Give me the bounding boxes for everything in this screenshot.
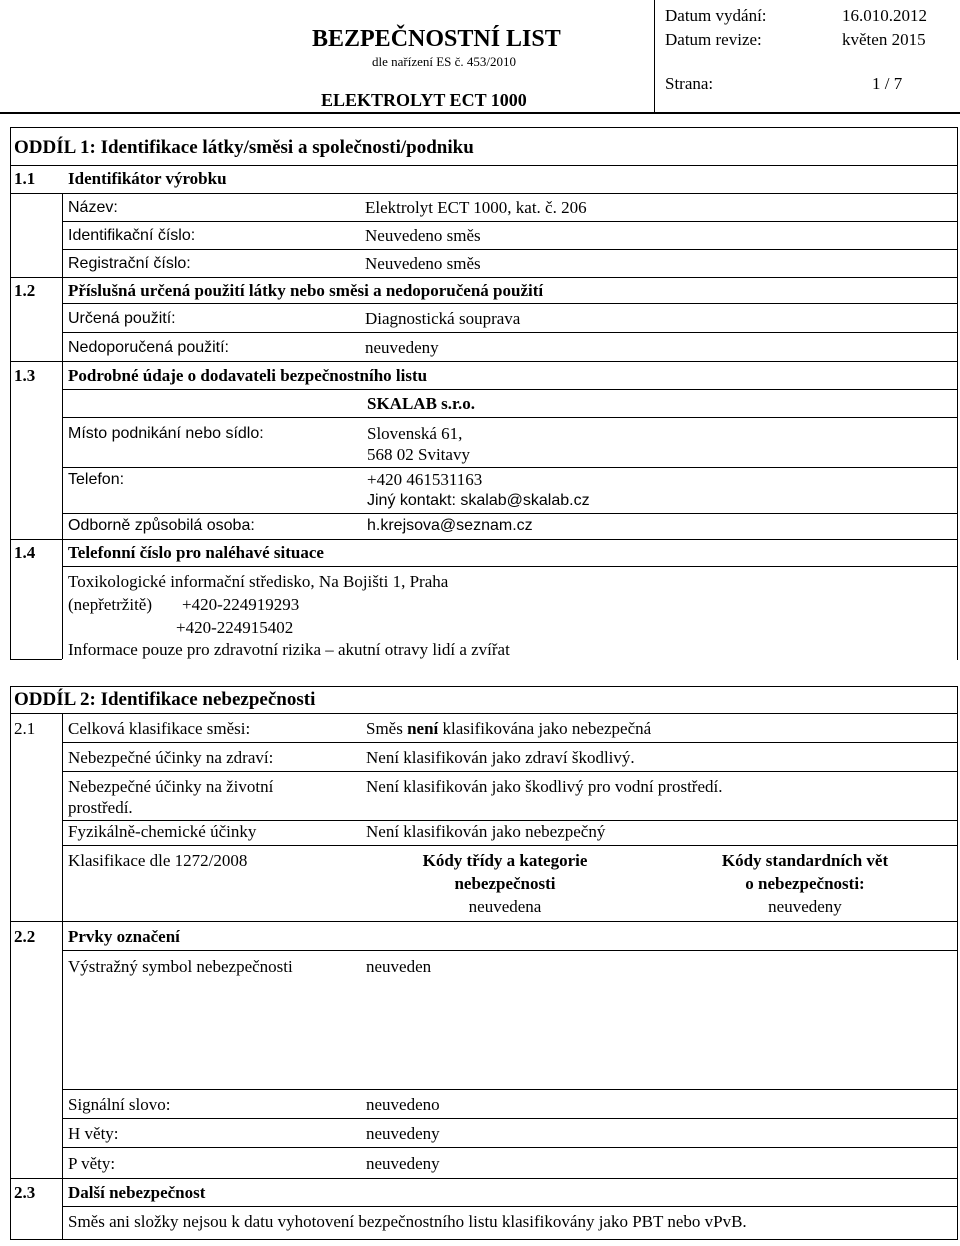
subsection-1-1-title: Identifikátor výrobku: [68, 169, 227, 188]
responsible-person-label: Odborně způsobilá osoba:: [68, 517, 255, 534]
rule-id: [62, 249, 958, 250]
rule-health: [62, 771, 958, 772]
unrecommended-use-label: Nedoporučená použití:: [68, 339, 229, 356]
toxicology-center: Toxikologické informační středisko, Na Bojišti 1, Praha: [68, 572, 449, 591]
rule-2-3: [62, 1206, 958, 1207]
subsection-1-4-title: Telefonní číslo pro naléhavé situace: [68, 543, 324, 562]
subsection-2-1-title: Celková klasifikace směsi:: [68, 719, 251, 738]
rule-classification: [10, 921, 958, 922]
physchem-effects-value: Není klasifikován jako nebezpečný: [366, 822, 606, 841]
subsection-2-1-number: 2.1: [14, 719, 36, 738]
rule-p: [10, 1178, 958, 1179]
p-statements-label: P věty:: [68, 1154, 116, 1173]
classification-text-emphasis: není: [407, 719, 439, 738]
rule-phone: [62, 513, 958, 514]
section-2-inner-left-border: [62, 714, 63, 1240]
subsection-1-1-number: 1.1: [14, 169, 36, 188]
rule-reg: [10, 277, 958, 278]
other-hazards-text: Směs ani složky nejsou k datu vyhotovení bezpečnostního listu klasifikovány jako PBT nebo vPvB.: [68, 1212, 747, 1231]
nonstop-label: (nepřetržitě): [68, 595, 152, 614]
product-name-value: Elektrolyt ECT 1000, kat. č. 206: [365, 198, 587, 217]
unrecommended-use-value: neuvedeny: [365, 338, 439, 357]
rule-physchem: [62, 845, 958, 846]
classification-text-post: klasifikována jako nebezpečná: [438, 719, 652, 738]
classification-regulation-label: Klasifikace dle 1272/2008: [68, 851, 248, 870]
hazard-class-header-line-1: Kódy třídy a kategorie: [422, 851, 588, 870]
section-2-left-border: [10, 686, 11, 1240]
section-1-left-border: [10, 127, 11, 660]
identification-number-value: Neuvedeno směs: [365, 226, 481, 245]
subsection-1-2-number: 1.2: [14, 281, 36, 300]
section-2-title-rule: [10, 713, 958, 714]
environment-effects-label-line-1: Nebezpečné účinky na životní: [68, 777, 274, 796]
supplier-phone-label: Telefon:: [68, 471, 125, 488]
signal-word-label: Signální slovo:: [68, 1095, 171, 1114]
section-1-title-rule: [10, 165, 958, 166]
document-title: BEZPEČNOSTNÍ LIST: [312, 26, 561, 52]
page-number: 1 / 7: [872, 74, 903, 93]
emergency-phone-1[interactable]: +420-224919293: [182, 595, 300, 614]
responsible-person-email[interactable]: h.krejsova@seznam.cz: [367, 517, 533, 534]
hazard-class-header-line-2: nebezpečnosti: [454, 874, 556, 893]
subsection-2-2-title: Prvky označení: [68, 927, 180, 946]
rule-env: [62, 820, 958, 821]
emergency-info-note: Informace pouze pro zdravotní rizika – akutní otravy lidí a zvířat: [68, 640, 510, 659]
hazard-symbol-value: neuveden: [366, 957, 432, 976]
subsection-2-2-number: 2.2: [14, 927, 36, 946]
hazard-statement-header-line-1: Kódy standardních vět: [721, 851, 889, 870]
hazard-statement-header-line-2: o nebezpečnosti:: [745, 874, 865, 893]
rule-signal: [62, 1118, 958, 1119]
intended-use-label: Určená použití:: [68, 310, 176, 327]
supplier-address-line-2: 568 02 Svitavy: [367, 445, 470, 464]
registration-number-label: Registrační číslo:: [68, 255, 191, 272]
revision-date-value: květen 2015: [842, 30, 926, 49]
rule-1-3: [62, 389, 958, 390]
environment-effects-label-line-2: prostředí.: [68, 798, 133, 817]
rule-symbol: [62, 1089, 958, 1090]
health-effects-value: Není klasifikován jako zdraví škodlivý.: [366, 748, 635, 767]
rule-address: [62, 467, 958, 468]
rule-use: [62, 332, 958, 333]
document-regulation: dle nařízení ES č. 453/2010: [372, 54, 517, 69]
supplier-phone-value[interactable]: +420 461531163: [367, 470, 483, 489]
hazard-symbol-label: Výstražný symbol nebezpečnosti: [68, 957, 293, 976]
rule-1-1: [10, 193, 958, 194]
rule-name: [62, 221, 958, 222]
registration-number-value: Neuvedeno směs: [365, 254, 481, 273]
supplier-address-line-1: Slovenská 61,: [367, 424, 463, 443]
rule-h: [62, 1147, 958, 1148]
rule-nonuse: [10, 361, 958, 362]
hazard-statement-value: neuvedeny: [768, 897, 842, 916]
section-2-title: ODDÍL 2: Identifikace nebezpečnosti: [14, 689, 316, 710]
rule-1-2: [62, 303, 958, 304]
supplier-company: SKALAB s.r.o.: [367, 394, 476, 413]
section-1-bottom-border: [10, 659, 62, 660]
p-statements-value: neuvedeny: [366, 1154, 440, 1173]
classification-text-pre: Směs: [366, 719, 408, 738]
health-effects-label: Nebezpečné účinky na zdraví:: [68, 748, 274, 767]
issue-date-value: 16.010.2012: [842, 6, 927, 25]
subsection-2-3-number: 2.3: [14, 1183, 36, 1202]
physchem-effects-label: Fyzikálně-chemické účinky: [68, 822, 257, 841]
section-1-title: ODDÍL 1: Identifikace látky/směsi a společnosti/podniku: [14, 137, 474, 158]
issue-date-label: Datum vydání:: [665, 6, 767, 25]
section-2-right-border: [957, 686, 958, 1240]
supplier-other-contact[interactable]: Jiný kontakt: skalab@skalab.cz: [367, 492, 590, 509]
overall-classification: [366, 719, 651, 739]
h-statements-label: H věty:: [68, 1124, 119, 1143]
identification-number-label: Identifikační číslo:: [68, 227, 196, 244]
rule-person: [10, 539, 958, 540]
revision-date-label: Datum revize:: [665, 30, 762, 49]
section-2-top-border: [10, 686, 958, 687]
subsection-1-2-title: Příslušná určená použití látky nebo směsi a nedoporučená použití: [68, 281, 544, 300]
subsection-1-4-number: 1.4: [14, 543, 36, 562]
product-name-header: ELEKTROLYT ECT 1000: [321, 90, 527, 110]
hazard-class-value: neuvedena: [468, 897, 542, 916]
rule-1-4: [62, 566, 958, 567]
emergency-phone-2[interactable]: +420-224915402: [176, 618, 294, 637]
header-rule: [0, 112, 960, 114]
rule-2-2: [62, 950, 958, 951]
subsection-2-3-title: Další nebezpečnost: [68, 1183, 206, 1202]
product-name-label: Název:: [68, 199, 118, 216]
header-divider: [654, 0, 655, 112]
section-2-bottom-border: [10, 1239, 958, 1240]
intended-use-value: Diagnostická souprava: [365, 309, 521, 328]
section-1-right-border: [957, 127, 958, 660]
subsection-1-3-title: Podrobné údaje o dodavateli bezpečnostního listu: [68, 366, 428, 385]
supplier-seat-label: Místo podnikání nebo sídlo:: [68, 425, 264, 442]
page-label: Strana:: [665, 74, 714, 93]
environment-effects-value: Není klasifikován jako škodlivý pro vodní prostředí.: [366, 777, 723, 796]
rule-2-1: [62, 742, 958, 743]
section-1-inner-left-border: [62, 193, 63, 659]
rule-company: [62, 417, 958, 418]
section-1-top-border: [10, 127, 958, 128]
signal-word-value: neuvedeno: [366, 1095, 440, 1114]
h-statements-value: neuvedeny: [366, 1124, 440, 1143]
subsection-1-3-number: 1.3: [14, 366, 36, 385]
